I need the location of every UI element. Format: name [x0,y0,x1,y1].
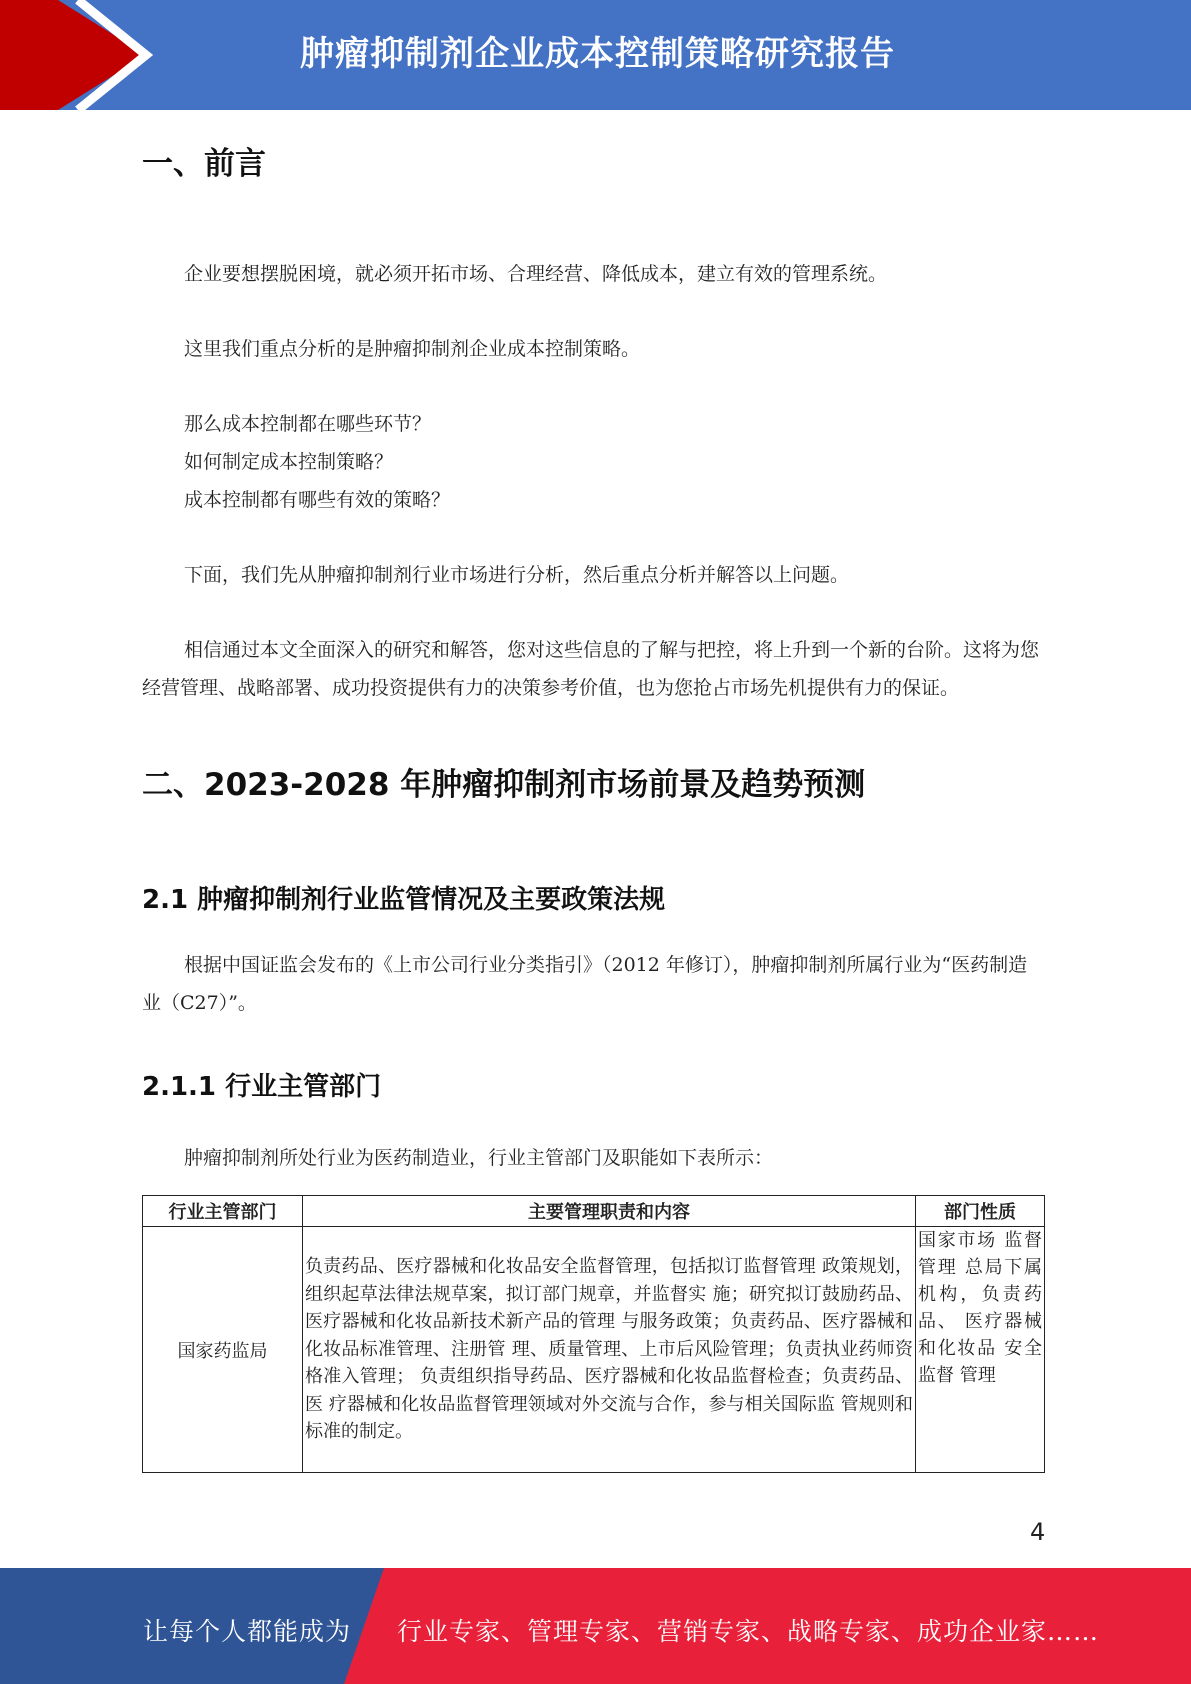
paragraph: 相信通过本文全面深入的研究和解答，您对这些信息的了解与把控，将上升到一个新的台阶。这将为您经营管理、战略部署、成功投资提供有力的决策参考价值，也为您抢占市场先机提供有力的保证。 [142,639,1040,699]
page-number: 4 [1030,1518,1046,1546]
paragraph: 这里我们重点分析的是肿瘤抑制剂企业成本控制策略。 [184,338,641,360]
paragraph: 下面，我们先从肿瘤抑制剂行业市场进行分析，然后重点分析并解答以上问题。 [184,564,850,586]
table-row [143,1227,1045,1473]
question-line: 成本控制都有哪些有效的策略？ [184,489,451,511]
footer-slogan-left: 让每个人都能成为 [143,1617,352,1646]
paragraph: 企业要想摆脱困境，就必须开拓市场、合理经营、降低成本，建立有效的管理系统。 [184,263,888,285]
section-heading-forecast: 二、2023-2028 年肿瘤抑制剂市场前景及趋势预测 [142,767,866,803]
duties-cell: 负责药品、医疗器械和化妆品安全监督管理，包括拟订监督管理 政策规划，组织起草法律法规草案，拟订部门规章，并监督实 施；研究拟订鼓励药品、医疗器械和化妆品新技术新产品的管理 与服务政策；负责药品、医疗器械和化妆品标准管理、注册管 理、质量管理、上市后风险管理；负责执业药师资格准入管理； 负责组织指导药品、医疗器械和化妆品监督检查；负责药品、医 疗器械和化妆品监督管理领域对外交流与合作，参与相关国际监 管规则和标准的制定。 [303,1227,916,1473]
column-header: 主要管理职责和内容 [303,1196,916,1227]
footer-banner [0,1568,1191,1684]
document-body [142,138,1046,1473]
column-header: 部门性质 [916,1196,1045,1227]
department-cell: 国家药监局 [143,1227,303,1473]
nature-cell: 国家市场 监督管理 总局下属 机构，负责药品、 医疗器械 和化妆品 安全监督 管理 [916,1227,1045,1473]
subsection-heading-authority: 2.1.1 行业主管部门 [142,1072,382,1102]
paragraph: 根据中国证监会发布的《上市公司行业分类指引》（2012 年修订），肿瘤抑制剂所属行业为“医药制造业（C27）”。 [142,954,1028,1014]
column-header: 行业主管部门 [143,1196,303,1227]
authority-table [142,1195,1045,1473]
report-title: 肿瘤抑制剂企业成本控制策略研究报告 [300,34,895,74]
footer-slogan-right: 行业专家、管理专家、营销专家、战略专家、成功企业家…… [397,1617,1100,1646]
paragraph: 肿瘤抑制剂所处行业为医药制造业，行业主管部门及职能如下表所示： [184,1147,774,1169]
section-heading-preface: 一、前言 [142,146,266,182]
header-banner [0,0,1191,110]
question-line: 如何制定成本控制策略？ [184,451,394,473]
subsection-heading-regulation: 2.1 肿瘤抑制剂行业监管情况及主要政策法规 [142,885,666,915]
question-line: 那么成本控制都在哪些环节？ [184,413,432,435]
table-header-row [143,1196,1045,1227]
